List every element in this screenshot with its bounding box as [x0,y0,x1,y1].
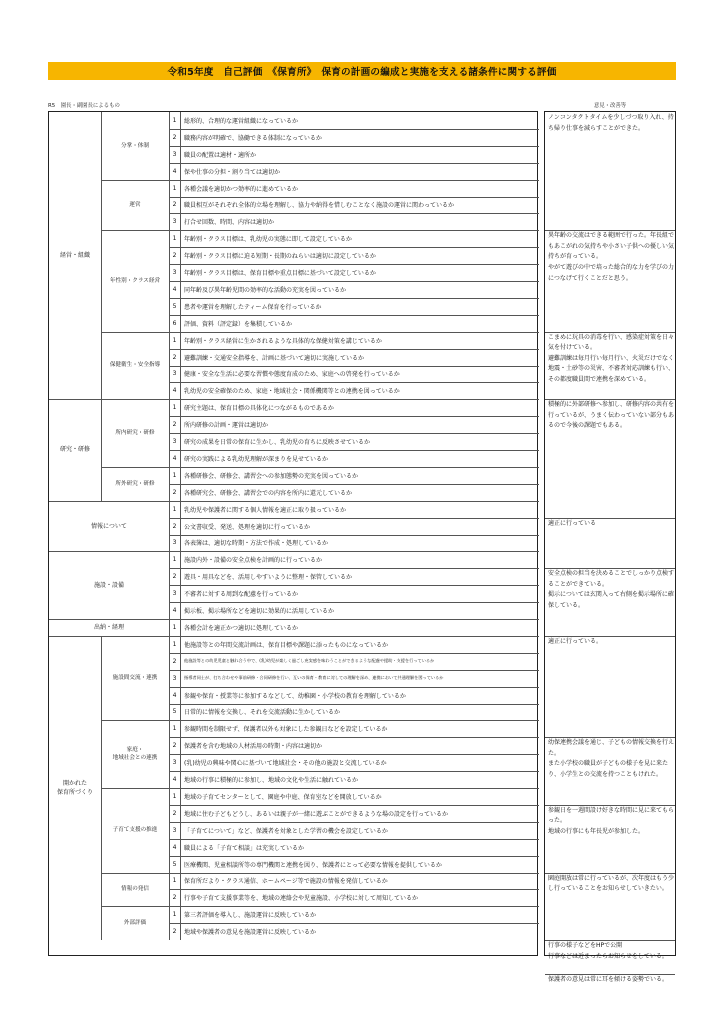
row-divider [49,551,169,552]
comment-text: 行事の様子などをHPで公開 行事などは近まったらお知らせをしている。 [548,942,668,960]
row-divider [169,349,539,350]
subcategory-label: 分掌・体制 [121,142,149,149]
row-divider [169,788,539,789]
criteria-item: 第三者評価を導入し、施設運営に反映しているか [184,912,317,920]
item-number: 3 [172,759,177,767]
criteria-item: 各表簿は、適切な時期・方法で作成・処理しているか [184,540,329,548]
criteria-item: 遊具・用具などを、活用しやすいように整理・保管しているか [184,574,353,582]
subcategory-label: 保健衛生・安全指導 [109,362,161,369]
criteria-item: 参観時間を制限せず、保護者以外も対象にした参観日などを設定しているか [184,726,388,734]
criteria-item: 年齢別・クラス目標に迫る短期・長期のねらいは適切に設定しているか [184,253,376,261]
item-number: 1 [172,725,177,733]
item-number: 3 [172,826,177,834]
item-number: 3 [172,590,177,598]
item-number: 2 [172,809,177,817]
row-divider [169,771,539,772]
column-divider [169,112,170,940]
item-number: 3 [172,218,177,226]
criteria-item: 健康・安全な生活に必要な習慣や態度育成のため、家庭への啓発を行っているか [184,371,400,379]
criteria-item: 行事や子育て支援事業等を、地域の連絡会や児童施設、小学校に対して周知しているか [184,895,419,903]
criteria-item: 年齢別・クラス目標は、保育目標や重点目標に基づいて設定しているか [184,270,376,278]
row-divider [49,399,169,400]
criteria-item: 地域に住む子どもどうし、あるいは親子が一緒に遊ぶことができるような場の設定を行っているか [184,810,449,818]
row-divider [169,366,539,367]
row-divider [101,720,169,721]
comments-column [544,111,676,983]
column-divider [180,112,181,940]
row-divider [169,450,539,451]
criteria-item: 他施設等との幼児児童と触れ合う中で、(乳)幼児が楽しく過ごし充実感を味わうことができるような配慮や援助・支援を行っているか [184,658,435,664]
criteria-item: 地域や保護者の意見を施設運営に反映しているか [184,929,317,937]
row-divider [169,568,539,569]
row-divider [169,213,539,214]
row-divider [169,653,539,654]
row-divider [169,501,539,502]
item-number: 1 [172,792,177,800]
comment-divider [545,230,675,231]
criteria-item: 避難訓練・交通安全指導を、計画に基づいて適切に実施しているか [184,354,365,362]
row-divider [169,197,539,198]
item-number: 1 [172,336,177,344]
criteria-item: 地域の子育てセンターとして、園庭や中庭、保育室などを開放しているか [184,793,382,801]
item-number: 1 [172,623,177,631]
item-number: 2 [172,353,177,361]
criteria-item: 職員相互がそれぞれ全体的立場を理解し、協力や納得を惜しむことなく施設の運営に関わっているか [184,202,454,210]
row-divider [169,670,539,671]
criteria-item: 研究の実践による乳幼児理解が深まりを見せているか [184,455,329,463]
subcategory-label: 年性別・クラス経営 [109,277,161,284]
comment-divider [545,399,675,400]
item-number: 4 [172,285,177,293]
row-divider [169,687,539,688]
row-divider [101,332,169,333]
criteria-item: 各種会議を適切かつ効率的に進めているか [184,185,299,193]
item-number: 4 [172,454,177,462]
criteria-item: 掲示板、掲示場所などを適切に効果的に活用しているか [184,608,335,616]
item-number: 1 [172,471,177,479]
item-number: 2 [172,133,177,141]
criteria-item: 乳幼児の安全確保のため、家庭・地域社会・関係機関等との連携を図っているか [184,388,400,396]
criteria-item: 職務内容が明確で、協働できる体制になっているか [184,134,322,142]
comment-divider [545,568,675,569]
category-label: 経営・組織 [59,252,90,260]
criteria-item: 他施設等との年間交流計画は、保育目標や課題に添ったものになっているか [184,641,389,649]
row-divider [169,720,539,721]
criteria-item: 総形的、合理的な運営組織になっているか [184,117,299,125]
row-divider [169,433,539,434]
item-number: 2 [172,573,177,581]
item-number: 5 [172,860,177,868]
row-divider [169,399,539,400]
category-label: 出納・経理 [93,623,124,631]
item-number: 1 [172,556,177,564]
row-divider [169,551,539,552]
row-divider [101,180,169,181]
item-number: 2 [172,421,177,429]
item-number: 4 [172,691,177,699]
item-number: 1 [172,404,177,412]
subheader: R5 園長・副園長によるもの [48,103,120,109]
criteria-item: 職員の配置は適材・適所か [184,151,257,159]
item-number: 2 [172,928,177,936]
row-divider [169,146,539,147]
row-divider [169,382,539,383]
comment-divider [545,332,675,333]
criteria-item: 評価、資料（評定録）を集積しているか [184,320,293,328]
row-divider [169,636,539,637]
criteria-item: 「子育てについて」など、保護者を対象とした学習の機会を設定しているか [184,827,388,835]
comment-text: 幼保連携会議を通じ、子どもの情報交換を行えた。 また小学校の職員が子どもの様子を見に来たり、小学生との交流を持つこともけれた。 [548,739,674,779]
column-divider [101,112,102,399]
item-number: 4 [172,387,177,395]
row-divider [169,585,539,586]
comment-divider [545,805,675,806]
comment-text: こまめに玩具の消毒を行い、感染症対策を日々気を付けている。 避難訓練は毎月行い毎月行い、火災だけでなく地震・土砂等の災害、不審者対応訓練も行い、その都度職員間で連携を深めている。 [548,333,674,384]
row-divider [101,230,169,231]
item-number: 3 [172,539,177,547]
comment-divider [545,518,675,519]
row-divider [169,805,539,806]
row-divider [101,873,169,874]
criteria-item: 日常的に情報を交換し、それを交流活動に生かしているか [184,709,341,717]
row-divider [169,298,539,299]
criteria-item: 年齢別・クラス経営に生かされるような具体的な保健対策を講じているか [184,337,382,345]
item-number: 2 [172,201,177,209]
item-number: 3 [172,150,177,158]
row-divider [49,619,169,620]
row-divider [169,332,539,333]
category-label: 施設・設備 [93,581,124,589]
comment-header: 意見・改善等 [593,103,627,109]
item-number: 4 [172,607,177,615]
item-number: 2 [172,657,177,665]
criteria-item: 職員による「子育て相談」は充実しているか [184,844,305,852]
item-number: 1 [172,877,177,885]
criteria-item: 保育所だより・クラス通信、ホームページ等で施設の情報を発信しているか [184,878,388,886]
criteria-item: 保護者を含む地域の人材活用の時期・内容は適切か [184,743,323,751]
comment-text: 保護者の意見は常に耳を傾ける姿勢でいる。 [548,975,669,983]
criteria-item: 参観や保育・授業等に参加するなどして、幼稚園・小学校の教育を理解しているか [184,692,406,700]
item-number: 3 [172,674,177,682]
row-divider [101,467,169,468]
row-divider [169,889,539,890]
item-number: 2 [172,488,177,496]
comment-divider [545,940,675,941]
criteria-item: 打合せ回数、時間、内容は適切か [184,219,275,227]
criteria-item: 保や仕事の分担・割り当ては適切か [184,168,281,176]
category-label: 開かれた 保育所づくり [56,779,93,796]
item-number: 2 [172,894,177,902]
row-divider [101,906,169,907]
row-divider [169,856,539,857]
comment-divider [545,873,675,874]
row-divider [169,737,539,738]
criteria-item: 乳幼児や保護者に関する個人情報を適正に取り扱っているか [184,506,347,514]
criteria-item: 研究主題は、保育目標の具体化につながるものであるか [184,405,334,413]
item-number: 3 [172,269,177,277]
row-divider [169,484,539,485]
row-divider [169,873,539,874]
item-number: 1 [172,116,177,124]
row-divider [169,923,539,924]
item-number: 1 [172,640,177,648]
comment-text: 適正に行っている。 [548,637,603,645]
item-number: 1 [172,184,177,192]
item-number: 5 [172,708,177,716]
row-divider [49,501,169,502]
subcategory-label: 施設間交流・連携 [112,675,158,682]
subcategory-label: 家庭・ 地域社会との連携 [112,747,158,762]
row-divider [169,281,539,282]
criteria-item: 公文書収受、発送、処理を適切に行っているか [184,523,311,531]
row-divider [169,247,539,248]
row-divider [169,754,539,755]
item-number: 1 [172,235,177,243]
item-number: 2 [172,522,177,530]
item-number: 4 [172,843,177,851]
item-number: 4 [172,776,177,784]
category-label: 研究・研修 [59,446,90,454]
comment-divider [545,636,675,637]
subcategory-label: 所外研究・研修 [115,480,155,487]
subcategory-label: 外部評価 [123,920,147,927]
row-divider [169,704,539,705]
page-title: 令和5年度 自己評価 《保育所》 保育の計画の編成と実施を支える諸条件に関する評価 [48,62,676,80]
item-number: 4 [172,167,177,175]
row-divider [169,129,539,130]
criteria-item: 同年齢及び異年齢児間の効率的な活動の充実を図っているか [184,286,347,294]
row-divider [49,636,169,637]
criteria-item: 所内研修の計画・運営は適切か [184,422,269,430]
criteria-item: 研究の成果を日常の保育に生かし、乳幼児の育ちに反映させているか [184,439,371,447]
criteria-item: 各種会計を適正かつ適切に処理しているか [184,624,299,632]
row-divider [169,467,539,468]
row-divider [169,315,539,316]
criteria-item: 各種研究会、研修会、講習会での内容を所内に還元しているか [184,489,353,497]
row-divider [169,619,539,620]
criteria-item: 施設内外・設備の安全点検を計画的に行っているか [184,557,323,565]
item-number: 3 [172,438,177,446]
item-number: 2 [172,252,177,260]
column-divider [101,399,102,500]
item-number: 2 [172,742,177,750]
row-divider [169,230,539,231]
evaluation-table [48,111,538,956]
row-divider [169,163,539,164]
criteria-item: 患者や運営を理解したティーム保育を行っているか [184,303,322,311]
item-number: 1 [172,505,177,513]
row-divider [169,535,539,536]
item-number: 5 [172,302,177,310]
item-number: 6 [172,319,177,327]
subcategory-label: 子育て支援の推進 [112,827,158,834]
item-number: 1 [172,911,177,919]
comment-text: 安全点検の担当を決めることでしっかり点検することができている。 掲示については玄関入って右側を掲示場所に確保している。 [548,570,674,610]
comment-text: 参観日を一週間設け好きな時間に見に来てもらった。 地域の行事にも年長児が参加した。 [548,806,674,836]
row-divider [169,264,539,265]
comment-text: 適正に行っている [548,519,597,527]
comment-text: 積極的に外部研修へ参加し、研修内容の共有を行っているが、うまく伝わっていない部分もあるので今後の課題でもある。 [548,401,674,430]
subcategory-label: 所内研究・研修 [115,430,155,437]
subcategory-label: 運営 [129,201,141,208]
subcategory-label: 情報の発信 [121,886,149,893]
criteria-item: 指導者同士が、打ち合わせや事前研修・合同研修を行い、互いの保育・教育に対しての理解を深め、連携において共通理解を図っているか [184,675,444,681]
row-divider [169,906,539,907]
item-number: 3 [172,370,177,378]
row-divider [169,602,539,603]
category-label: 情報について [91,522,127,530]
criteria-item: 地域の行事に積極的に参加し、地域の文化や生活に触れているか [184,777,359,785]
row-divider [169,180,539,181]
comment-text: 異年齢の交流はできる範囲で行った。年長組でもあこがれの気持ちや小さい子供への優しい気持ちが育っている。 やがて遊びの中で培った総合的な力を学びの力につなげて行くことだと思う。 [548,232,674,282]
column-divider [101,636,102,940]
comment-text: ノンコンタクトタイムを少しづつ取り入れ、持ち帰り仕事を減らすことができた。 [548,114,674,132]
row-divider [101,788,169,789]
comment-divider [545,737,675,738]
criteria-item: 不審者に対する周到な配慮を行っているか [184,591,299,599]
row-divider [169,518,539,519]
row-divider [169,416,539,417]
row-divider [169,822,539,823]
criteria-item: 医療機関、児童相談所等の専門機関と連携を図り、保護者にとって必要な情報を提供しているか [184,861,442,869]
criteria-item: 年齢別・クラス目標は、乳幼児の実態に即して設定しているか [184,236,352,244]
criteria-item: 各種研修会、研修会、講習会への参加態勢の充実を図っているか [184,472,359,480]
comment-divider [545,974,675,975]
row-divider [169,839,539,840]
comment-text: 園庭開放は常に行っているが、次年度はもう少し行っていることをお知らせしていきたい。 [548,874,674,893]
criteria-item: (乳)幼児の興味や関心に基づいて地域社会・その他の施設と交流しているか [184,760,387,768]
